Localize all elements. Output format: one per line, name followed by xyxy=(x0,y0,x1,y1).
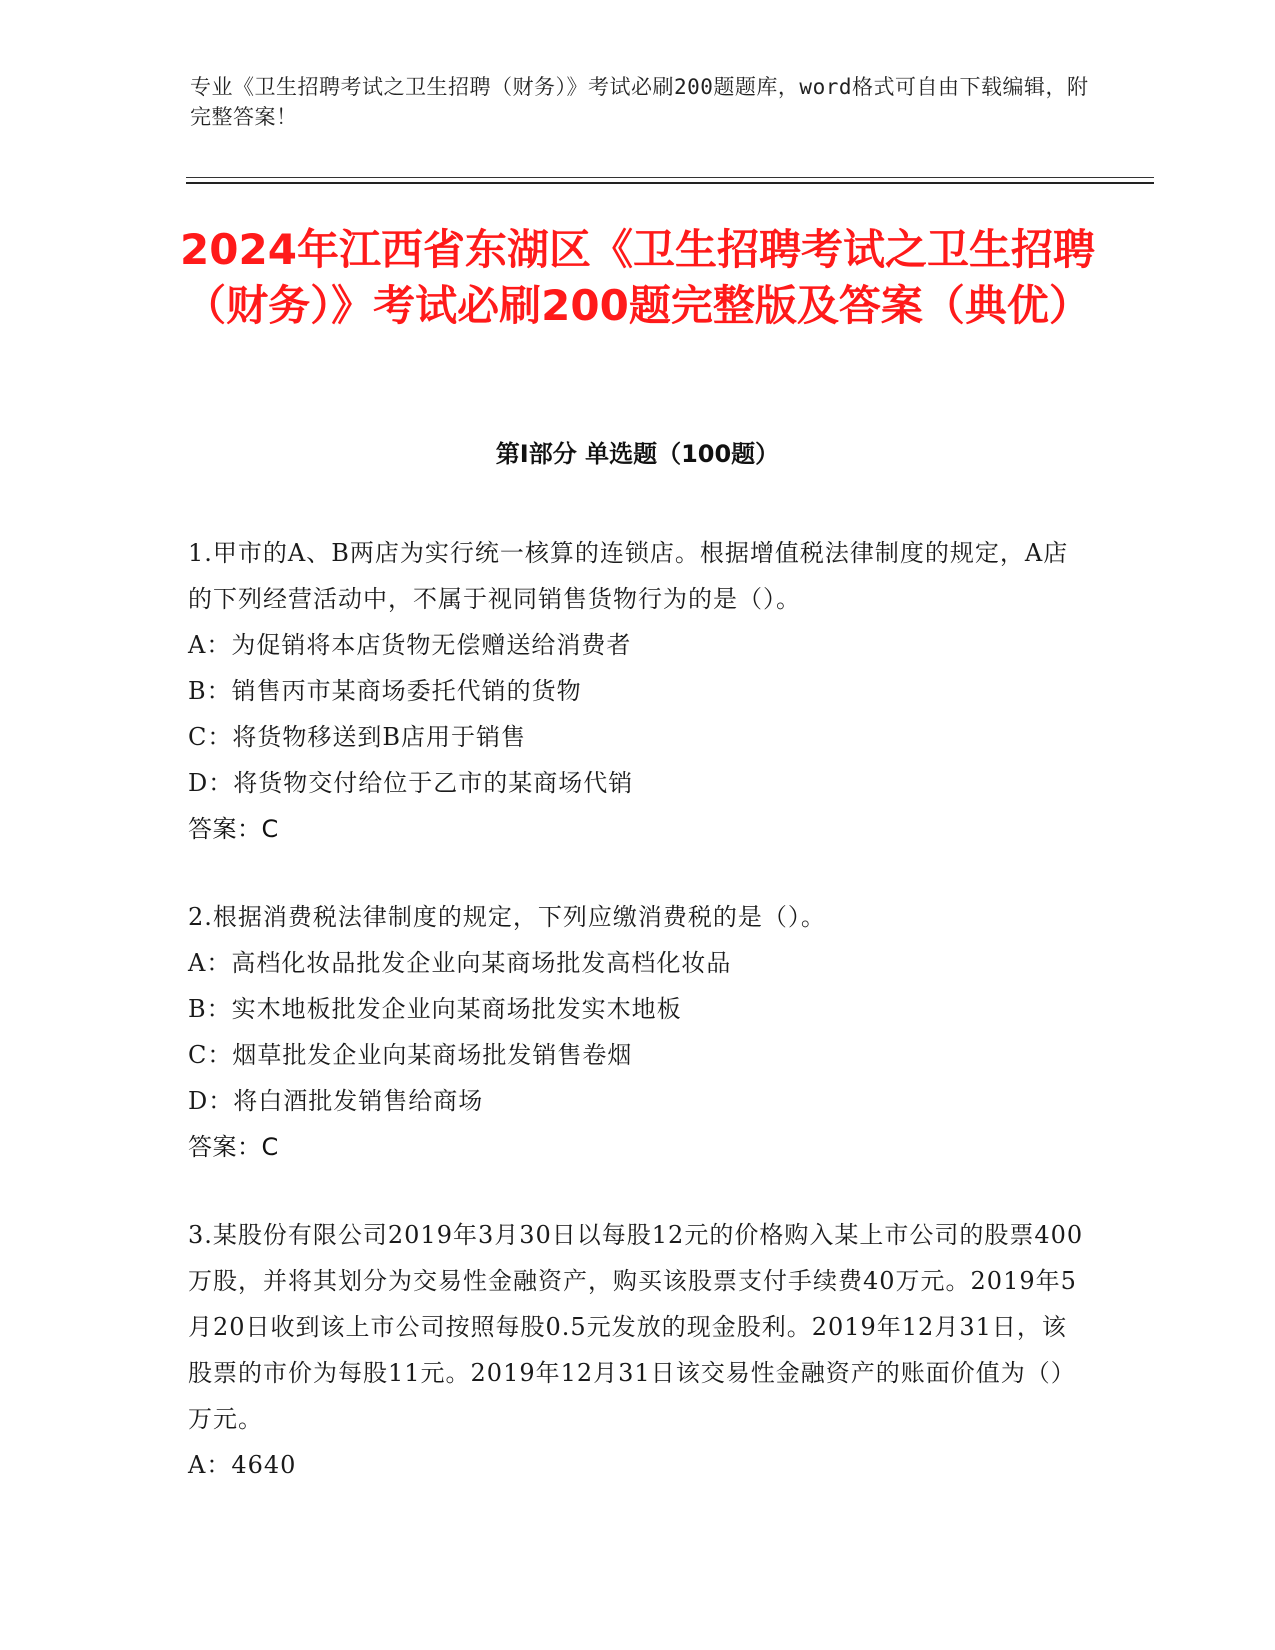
question-2 xyxy=(188,894,1088,1170)
document-title: 2024年江西省东湖区《卫生招聘考试之卫生招聘（财务）》考试必刷200题完整版及答案（典优） xyxy=(180,225,1095,330)
answer: 答案：C xyxy=(188,1133,279,1161)
section-heading: 第Ⅰ部分 单选题（100题） xyxy=(495,440,780,468)
answer: 答案：C xyxy=(188,815,279,843)
option-b: B：销售丙市某商场委托代销的货物 xyxy=(188,677,582,705)
question-stem: 1.甲市的A、B两店为实行统一核算的连锁店。根据增值税法律制度的规定，A店的下列经营活动中，不属于视同销售货物行为的是（）。 xyxy=(188,539,1069,613)
option-b: B：实木地板批发企业向某商场批发实木地板 xyxy=(188,995,682,1023)
header-divider-thick xyxy=(186,182,1154,184)
option-c: C：烟草批发企业向某商场批发销售卷烟 xyxy=(188,1041,633,1069)
option-d: D：将货物交付给位于乙市的某商场代销 xyxy=(188,769,634,797)
header-divider-thin xyxy=(186,177,1154,178)
question-stem: 2.根据消费税法律制度的规定，下列应缴消费税的是（）。 xyxy=(188,903,826,931)
question-list xyxy=(188,530,1088,1488)
question-1 xyxy=(188,530,1088,852)
option-c: C：将货物移送到B店用于销售 xyxy=(188,723,526,751)
option-a: A：为促销将本店货物无偿赠送给消费者 xyxy=(188,631,632,659)
option-a: A：高档化妆品批发企业向某商场批发高档化妆品 xyxy=(188,949,732,977)
option-d: D：将白酒批发销售给商场 xyxy=(188,1087,484,1115)
question-stem: 3.某股份有限公司2019年3月30日以每股12元的价格购入某上市公司的股票400万股，并将其划分为交易性金融资产，购买该股票支付手续费40万元。2019年5月20日收到该上市公司按照每股0.5元发放的现金股利。2019年12月31日，该股票的市价为每股11元。2019年12月31日该交易性金融资产的账面价值为（）万元。 xyxy=(188,1221,1084,1433)
option-a: A：4640 xyxy=(188,1451,297,1479)
question-3 xyxy=(188,1212,1088,1488)
header-note: 专业《卫生招聘考试之卫生招聘（财务）》考试必刷200题题库，word格式可自由下载编辑，附完整答案！ xyxy=(190,75,1089,129)
